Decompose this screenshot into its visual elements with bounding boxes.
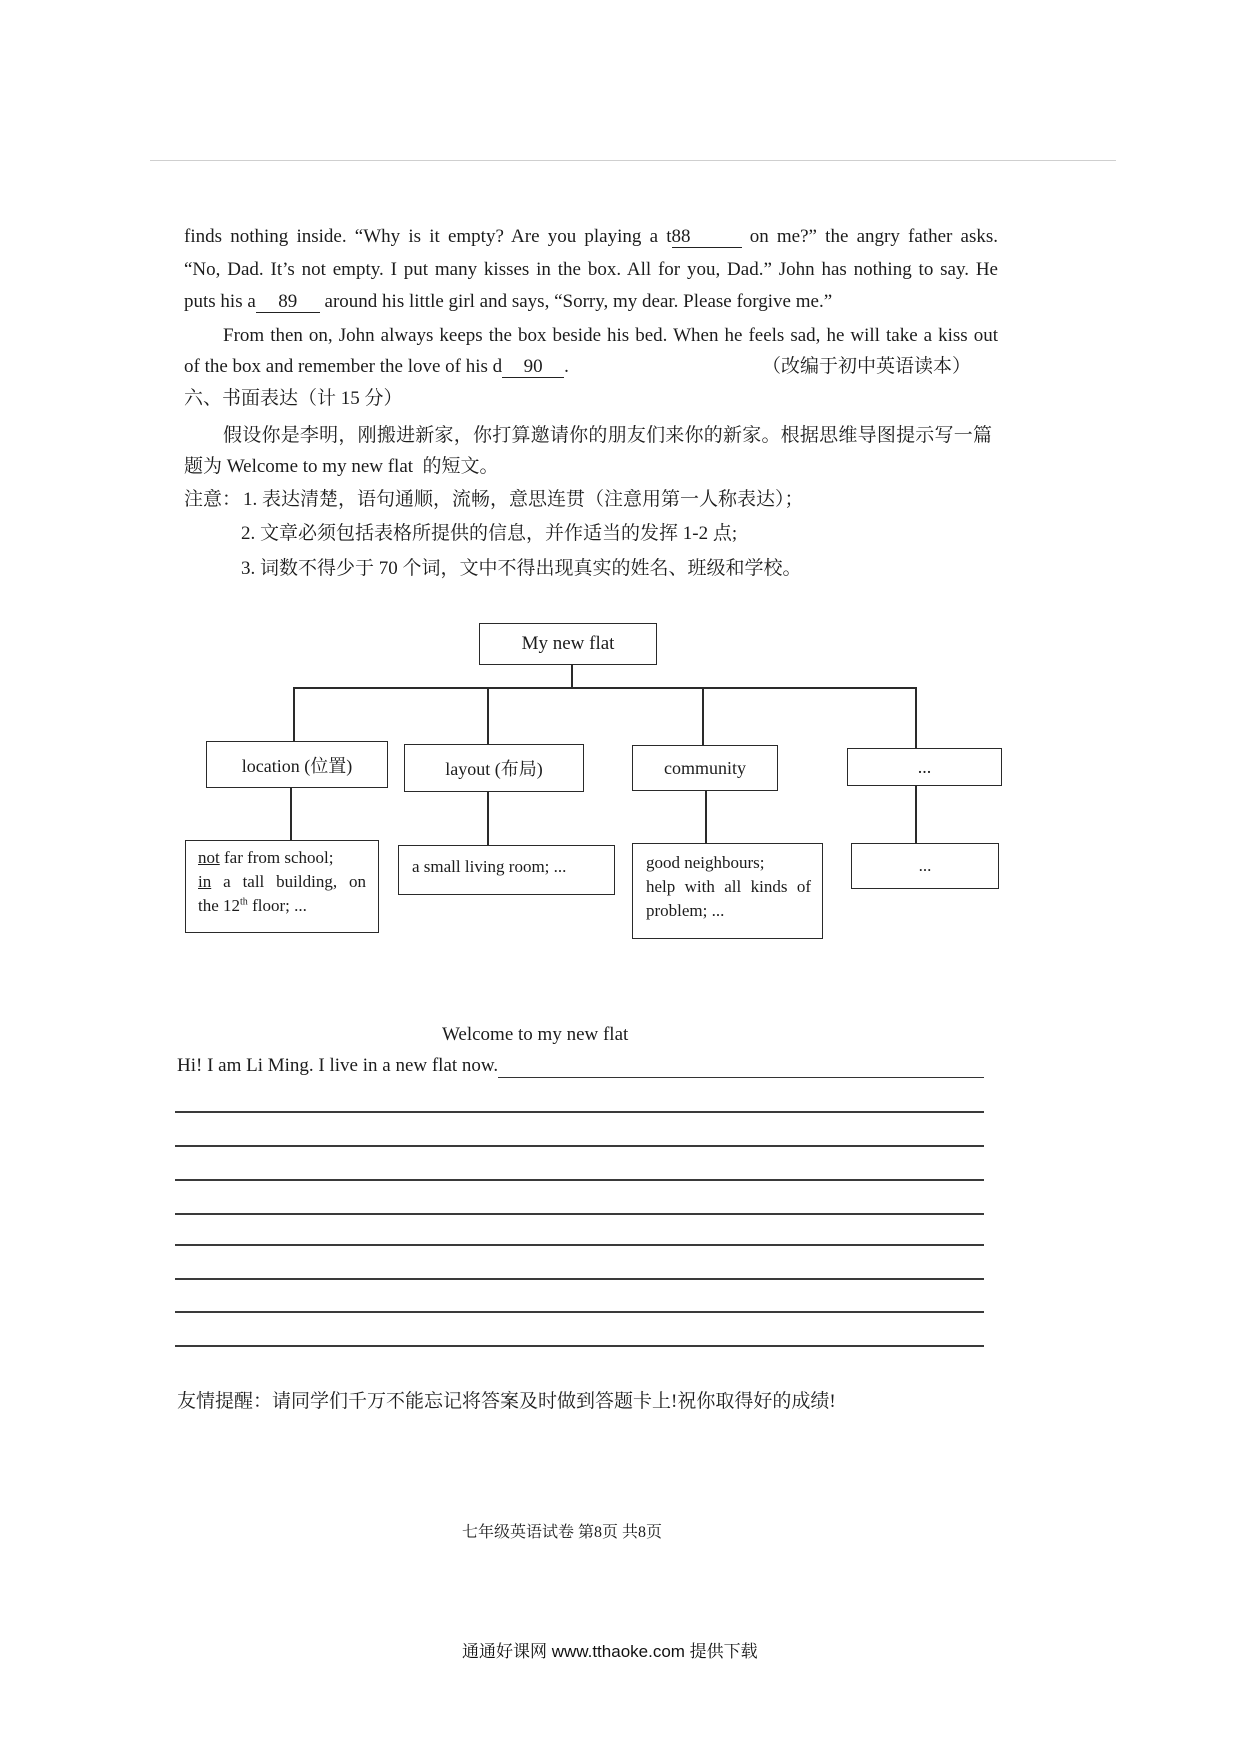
answer-blank-88: 88	[672, 226, 742, 248]
passage-text: around his little girl and says, “Sorry, my dear. Please forgive me.”	[319, 291, 833, 312]
note-item-2: 2. 文章必须包括表格所提供的信息，并作适当的发挥 1-2 点;	[241, 523, 738, 544]
passage-text: .	[564, 356, 569, 377]
writing-line	[175, 1145, 984, 1147]
answer-blank-90: 90	[502, 356, 564, 378]
passage-text: puts his a	[184, 291, 256, 312]
branch-label: ...	[917, 756, 932, 777]
writing-line	[175, 1345, 984, 1347]
connector-line	[915, 688, 917, 748]
writing-line	[175, 1311, 984, 1313]
note-item-1: 1. 表达清楚，语句通顺，流畅，意思连贯（注意用第一人称表达）；	[243, 489, 804, 510]
header-rule	[150, 160, 1116, 161]
connector-line	[702, 688, 704, 745]
passage-line-5	[184, 355, 569, 379]
essay-starter-line	[177, 1054, 984, 1078]
writing-line	[175, 1213, 984, 1215]
essay-title: Welcome to my new flat	[442, 1024, 629, 1045]
detail-line: good neighbours;	[646, 853, 765, 872]
mindmap-detail-location	[185, 840, 379, 933]
connector-line	[293, 688, 295, 741]
mindmap-branch-layout	[404, 744, 584, 792]
mindmap-root-label: My new flat	[521, 633, 615, 654]
answer-blank-89: 89	[256, 291, 320, 313]
writing-line	[175, 1111, 984, 1113]
writing-line	[175, 1278, 984, 1280]
mindmap-branch-other	[847, 748, 1002, 786]
passage-line-4: From then on, John always keeps the box beside his bed. When he feels sad, he will take a kiss out	[223, 325, 998, 346]
detail-text	[198, 846, 366, 918]
writing-line	[498, 1058, 984, 1078]
source-credit: 通通好课网 www.tthaoke.com 提供下载	[462, 1642, 758, 1661]
mindmap-detail-other	[851, 843, 999, 889]
connector-line	[571, 665, 573, 688]
detail-underlined-word: not	[198, 848, 220, 867]
detail-text-segment: far from school;	[219, 848, 334, 867]
passage-text: finds nothing inside. “Why is it empty? Are you playing a t	[184, 226, 672, 247]
detail-line	[198, 894, 366, 918]
detail-line	[198, 846, 366, 870]
detail-text-segment: a tall building, on	[211, 872, 366, 891]
task-prompt-line-2: 题为 Welcome to my new flat 的短文。	[184, 456, 499, 477]
connector-line	[487, 792, 489, 845]
detail-line: help with all kinds of	[646, 877, 811, 896]
connector-line	[705, 791, 707, 843]
passage-line-1	[184, 225, 998, 249]
branch-label: layout (布局)	[445, 759, 543, 779]
note-item-3: 3. 词数不得少于 70 个词，文中不得出现真实的姓名、班级和学校。	[241, 558, 802, 579]
passage-source-note: （改编于初中英语读本）	[762, 356, 972, 377]
detail-line: problem; ...	[646, 901, 725, 920]
detail-text-segment: floor; ...	[247, 896, 307, 915]
page-footer: 七年级英语试卷 第8页 共8页	[462, 1524, 663, 1541]
branch-label: location (位置)	[241, 755, 353, 776]
task-prompt-line-1: 假设你是李明，刚搬进新家，你打算邀请你的朋友们来你的新家。根据思维导图提示写一篇	[223, 425, 992, 446]
connector-line	[290, 788, 292, 840]
writing-line	[175, 1179, 984, 1181]
mindmap-root	[479, 623, 657, 665]
connector-line	[915, 786, 917, 843]
detail-text-segment: the 12	[198, 896, 241, 915]
friendly-reminder: 友情提醒：请同学们千万不能忘记将答案及时做到答题卡上!祝你取得好的成绩!	[177, 1391, 836, 1412]
connector-line	[293, 687, 917, 689]
connector-line	[487, 688, 489, 744]
passage-line-3	[184, 290, 832, 314]
mindmap-branch-location	[206, 741, 388, 788]
mindmap-detail-layout	[398, 845, 615, 895]
detail-line	[198, 870, 366, 894]
detail-text	[646, 851, 811, 923]
essay-starter-text: Hi! I am Li Ming. I live in a new flat now.	[177, 1055, 499, 1076]
passage-text: on me?” the angry father asks.	[741, 226, 998, 247]
detail-line: a small living room; ...	[412, 857, 567, 876]
writing-line	[175, 1244, 984, 1246]
passage-line-2: “No, Dad. It’s not empty. I put many kisses in the box. All for you, Dad.” John has nothing to say. He	[184, 259, 998, 280]
mindmap-detail-community	[632, 843, 823, 939]
section-heading: 六、书面表达（计 15 分）	[184, 388, 403, 409]
detail-underlined-word: in	[198, 872, 212, 891]
branch-label: community	[664, 757, 746, 778]
passage-text: of the box and remember the love of his d	[184, 356, 503, 377]
mindmap-branch-community	[632, 745, 778, 791]
detail-line: ...	[918, 856, 932, 875]
notes-label: 注意：	[184, 489, 242, 510]
ordinal-suffix: th	[240, 896, 248, 908]
